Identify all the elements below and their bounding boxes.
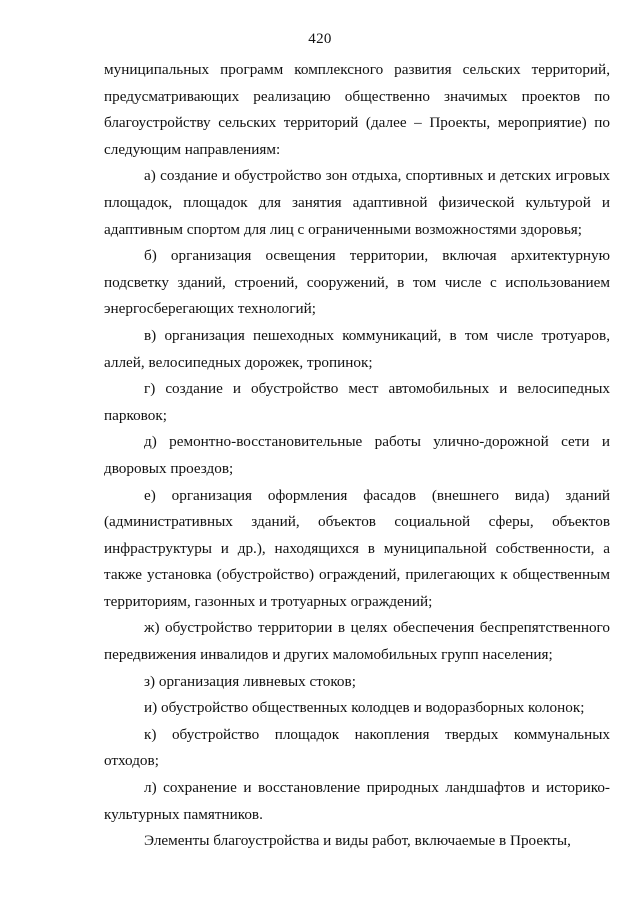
paragraph-item-v: в) организация пешеходных коммуникаций, в том числе тротуаров, аллей, велосипедных дорожек, тропинок; [104, 326, 610, 371]
paragraph-item-a: а) создание и обустройство зон отдыха, спортивных и детских игровых площадок, площадок для занятия адаптивной физической культурой и адаптивным спортом для лиц с ограниченными возможностями здоровья; [104, 167, 610, 238]
paragraph-closing: Элементы благоустройства и виды работ, включаемые в Проекты, [144, 832, 571, 850]
paragraph-item-i: и) обустройство общественных колодцев и водоразборных колонок; [144, 699, 585, 717]
paragraph-intro: муниципальных программ комплексного развития сельских территорий, предусматривающих реализацию общественно значимых проектов по благоустройству сельских территорий (далее – Проекты, мероприятие) по следующим направлениям: [104, 61, 610, 158]
paragraph-item-z: з) организация ливневых стоков; [144, 672, 356, 690]
document-body [104, 57, 610, 855]
page-number: 420 [308, 31, 332, 47]
paragraph-item-l: л) сохранение и восстановление природных ландшафтов и историко-культурных памятников. [104, 779, 610, 823]
paragraph-item-zh: ж) обустройство территории в целях обеспечения беспрепятственного передвижения инвалидов и других маломобильных групп населения; [104, 619, 610, 664]
paragraph-item-g: г) создание и обустройство мест автомобильных и велосипедных парковок; [104, 380, 610, 424]
paragraph-item-k: к) обустройство площадок накопления твердых коммунальных отходов; [104, 725, 610, 770]
paragraph-item-d: д) ремонтно-восстановительные работы улично-дорожной сети и дворовых проездов; [104, 433, 610, 477]
paragraph-item-e: е) организация оформления фасадов (внешнего вида) зданий (административных зданий, объектов социальной сферы, объектов инфраструктуры и др.), находящихся в муниципальной собственности, а также установка (обустройство) ограждений, прилегающих к общественным территориям, газонных и тротуарных ограждений; [104, 486, 610, 610]
paragraph-item-b: б) организация освещения территории, включая архитектурную подсветку зданий, строений, сооружений, в том числе с использованием энергосберегающих технологий; [104, 247, 610, 318]
